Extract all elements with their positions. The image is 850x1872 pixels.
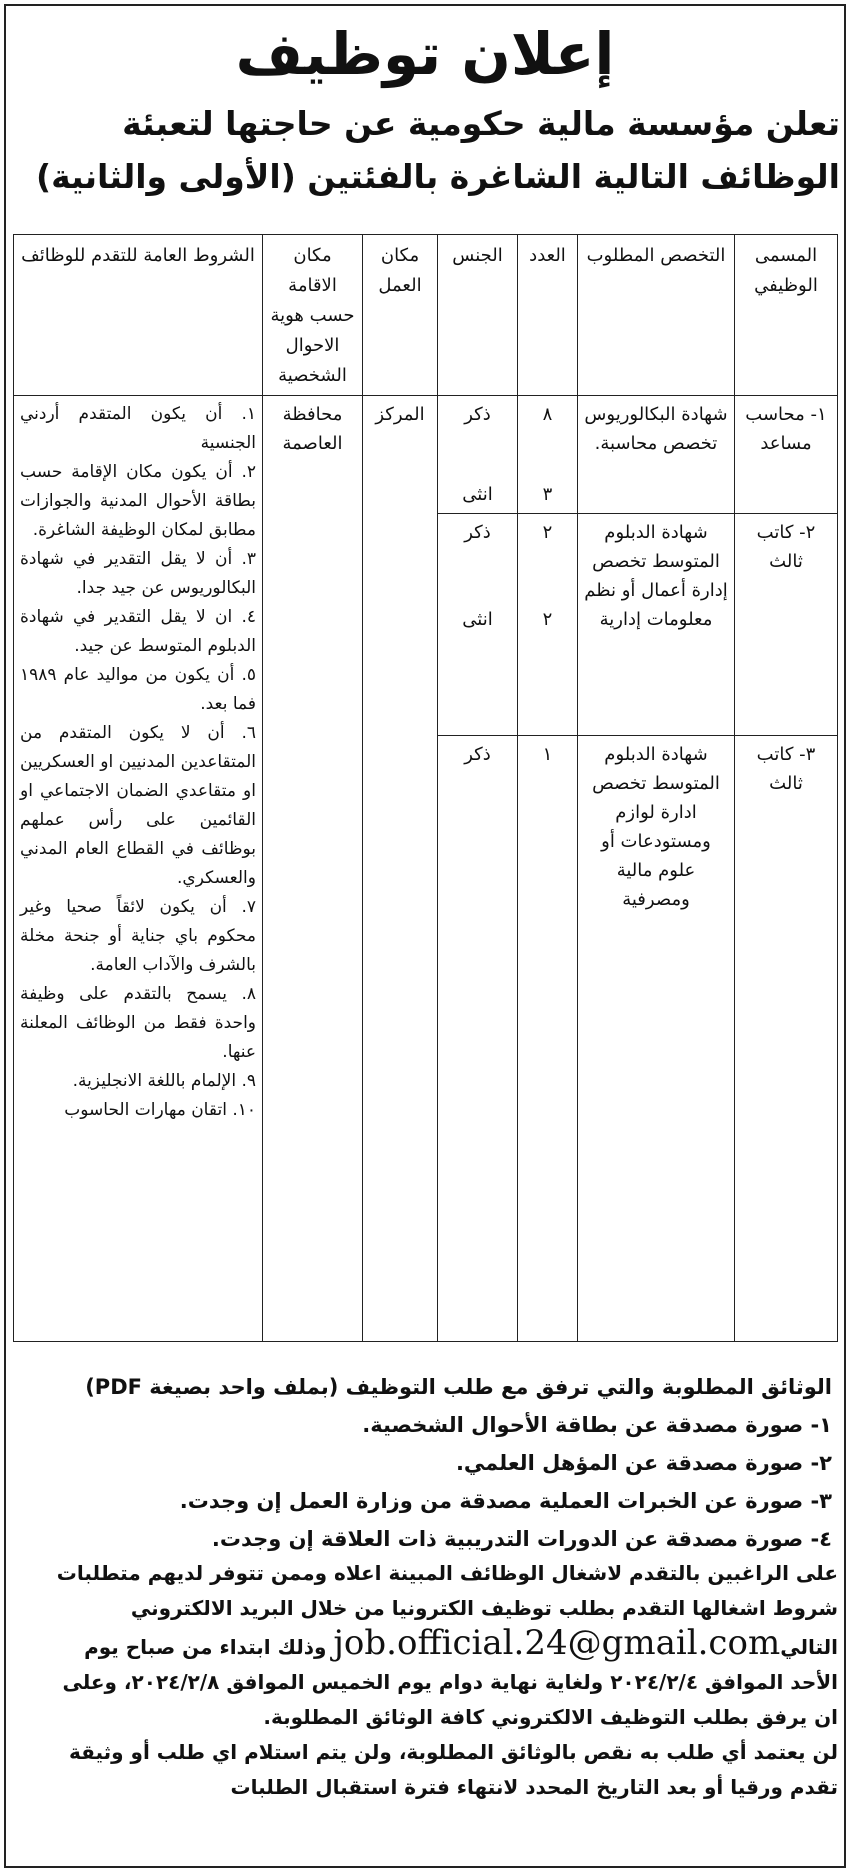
announcement-subtitle-line2: الوظائف التالية الشاغرة بالفئتين (الأولى والثانية) xyxy=(36,157,840,196)
application-line: لن يعتمد أي طلب به نقص بالوثائق المطلوبة، ولن يتم استلام اي طلب أو وثيقة xyxy=(68,1740,838,1764)
application-line: ان يرفق بطلب التوظيف الالكتروني كافة الوثائق المطلوبة. xyxy=(263,1705,838,1729)
condition-item: ٣. أن لا يقل التقدير في شهادة البكالوريوس عن جيد جدا. xyxy=(20,549,256,598)
job-title-cell: ٢- كاتب ثالث xyxy=(735,514,838,736)
specialization-cell: شهادة الدبلوم المتوسط تخصص ادارة لوازم ومستودعات أو علوم مالية ومصرفية xyxy=(578,736,735,1342)
application-line-email xyxy=(12,1623,838,1665)
header-work-place: مكان العمل xyxy=(363,235,438,396)
count-male: ٢ xyxy=(542,522,553,543)
application-line3-suffix: وذلك ابتداء من صباح يوم xyxy=(84,1635,327,1659)
application-section xyxy=(12,1556,838,1805)
documents-heading: الوثائق المطلوبة والتي ترفق مع طلب التوظيف (بملف واحد بصيغة PDF) xyxy=(85,1375,832,1399)
count-female: ٣ xyxy=(542,484,553,505)
gender-cell xyxy=(438,514,518,736)
application-line: تقدم ورقيا أو بعد التاريخ المحدد لانتهاء فترة استقبال الطلبات xyxy=(230,1775,838,1799)
gender-male: ذكر xyxy=(464,522,491,543)
job-title-cell: ٣- كاتب ثالث xyxy=(735,736,838,1342)
application-line: شروط اشغالها التقدم بطلب توظيف الكترونيا من خلال البريد الالكتروني xyxy=(130,1596,838,1620)
header-residence: مكان الاقامة حسب هوية الاحوال الشخصية xyxy=(263,235,363,396)
count-female: ٢ xyxy=(542,609,553,630)
application-line: على الراغبين بالتقدم لاشغال الوظائف المبينة اعلاه وممن تتوفر لديهم متطلبات xyxy=(56,1561,838,1585)
document-item: ٢- صورة مصدقة عن المؤهل العلمي. xyxy=(455,1451,832,1475)
count-cell xyxy=(518,396,578,514)
conditions-cell xyxy=(14,396,263,1342)
documents-section xyxy=(18,1368,832,1558)
count-male: ٨ xyxy=(542,404,553,425)
work-place-cell: المركز xyxy=(363,396,438,1342)
header-job-title: المسمى الوظيفي xyxy=(735,235,838,396)
document-item: ١- صورة مصدقة عن بطاقة الأحوال الشخصية. xyxy=(362,1413,832,1437)
count-cell xyxy=(518,514,578,736)
specialization-cell: شهادة الدبلوم المتوسط تخصص إدارة أعمال أو نظم معلومات إدارية xyxy=(578,514,735,736)
condition-item: ١. أن يكون المتقدم أردني الجنسية xyxy=(20,404,256,453)
condition-item: ٧. أن يكون لائقاً صحيا وغير محكوم باي جناية أو جنحة مخلة بالشرف والآداب العامة. xyxy=(20,897,256,975)
job-title-cell: ١- محاسب مساعد xyxy=(735,396,838,514)
table-header-row xyxy=(14,235,838,396)
count-cell: ١ xyxy=(518,736,578,1342)
specialization-cell: شهادة البكالوريوس تخصص محاسبة. xyxy=(578,396,735,514)
condition-item: ١٠. اتقان مهارات الحاسوب xyxy=(64,1100,256,1120)
application-line3-prefix: التالي xyxy=(780,1635,838,1659)
condition-item: ٩. الإلمام باللغة الانجليزية. xyxy=(72,1071,256,1091)
document-item: ٣- صورة عن الخبرات العملية مصدقة من وزارة العمل إن وجدت. xyxy=(179,1489,832,1513)
announcement-title: إعلان توظيف xyxy=(235,20,615,88)
announcement-subtitle-line1: تعلن مؤسسة مالية حكومية عن حاجتها لتعبئة xyxy=(122,104,840,143)
application-line: الأحد الموافق ٢٠٢٤/٢/٤ ولغاية نهاية دوام يوم الخميس الموافق ٢٠٢٤/٢/٨، وعلى xyxy=(62,1670,838,1694)
header-gender: الجنس xyxy=(438,235,518,396)
gender-male: ذكر xyxy=(464,404,491,425)
condition-item: ٥. أن يكون من مواليد عام ١٩٨٩ فما بعد. xyxy=(20,665,256,714)
gender-cell xyxy=(438,396,518,514)
gender-cell: ذكر xyxy=(438,736,518,1342)
email-address[interactable]: job.official.24@gmail.com xyxy=(333,1623,781,1663)
condition-item: ٨. يسمح بالتقدم على وظيفة واحدة فقط من الوظائف المعلنة عنها. xyxy=(20,984,256,1062)
condition-item: ٦. أن لا يكون المتقدم من المتقاعدين المدنيين او العسكريين او متقاعدي الضمان الاجتماعي او القائمين على رأس عملهم بوظائف في القطاع العام المدني والعسكري. xyxy=(20,723,256,888)
residence-cell: محافظة العاصمة xyxy=(263,396,363,1342)
gender-female: انثى xyxy=(462,609,493,630)
condition-item: ٤. ان لا يقل التقدير في شهادة الدبلوم المتوسط عن جيد. xyxy=(20,607,256,656)
header-conditions: الشروط العامة للتقدم للوظائف xyxy=(14,235,263,396)
table-row xyxy=(14,396,838,514)
header-specialization: التخصص المطلوب xyxy=(578,235,735,396)
jobs-table xyxy=(13,234,838,1342)
header-count: العدد xyxy=(518,235,578,396)
document-item: ٤- صورة مصدقة عن الدورات التدريبية ذات العلاقة إن وجدت. xyxy=(211,1527,832,1551)
condition-item: ٢. أن يكون مكان الإقامة حسب بطاقة الأحوال المدنية والجوازات مطابق لمكان الوظيفة الشاغرة. xyxy=(20,462,256,540)
gender-female: انثى xyxy=(462,484,493,505)
